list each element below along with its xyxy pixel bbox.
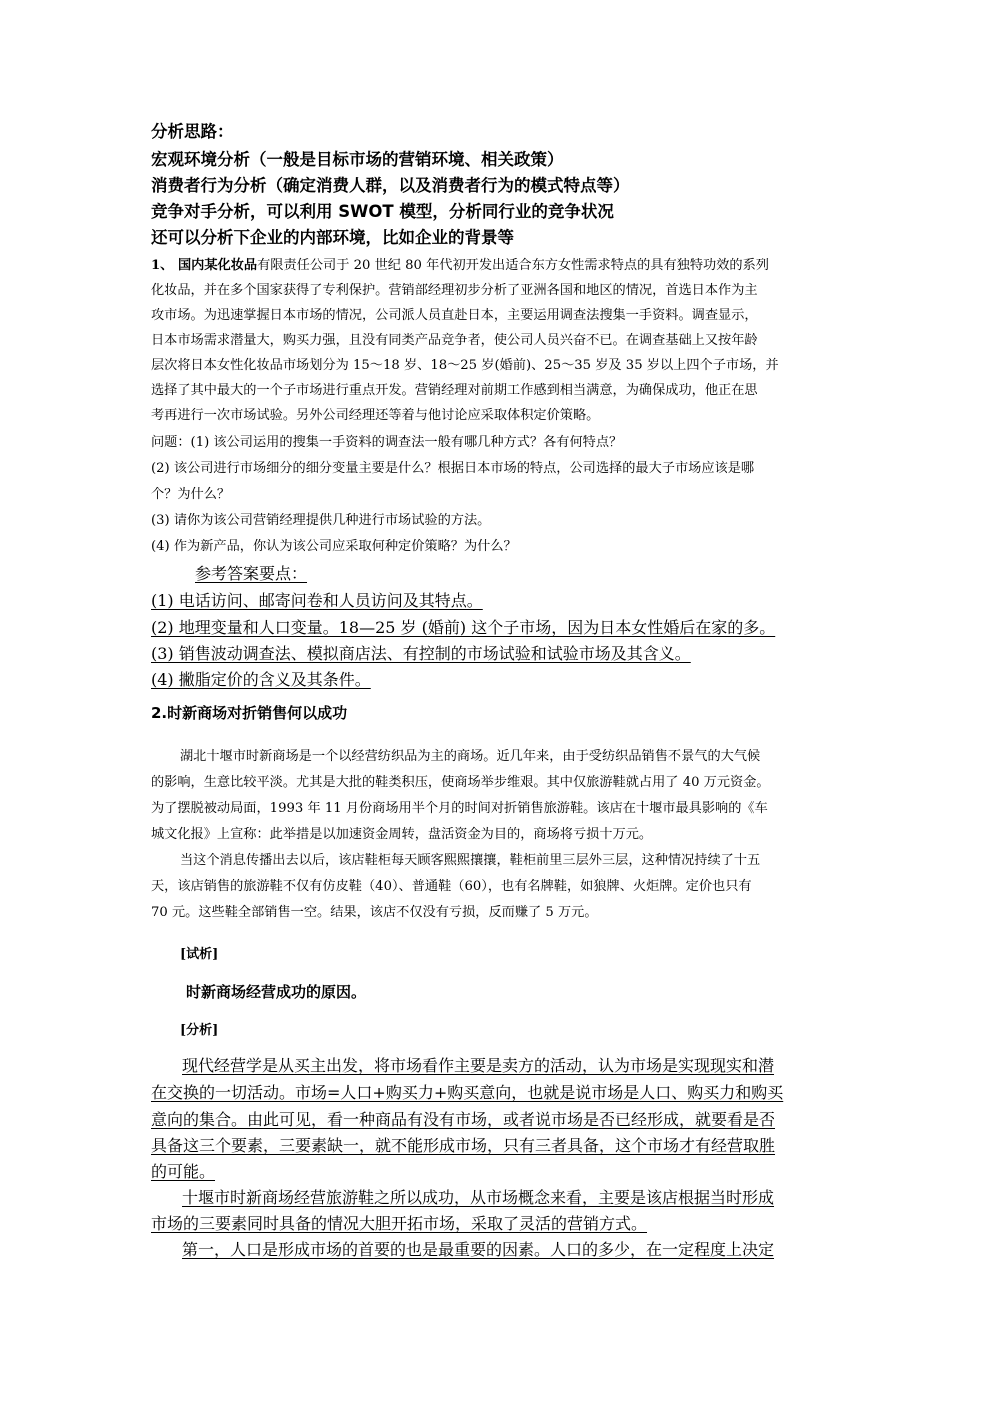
analysis-line: 意向的集合。由此可见，看一种商品有没有市场，或者说市场是否已经形成，就要看是否 bbox=[151, 1110, 776, 1129]
intro-line: 宏观环境分析（一般是目标市场的营销环境、相关政策） bbox=[151, 150, 564, 169]
analysis-line: 现代经营学是从买主出发，将市场看作主要是卖方的活动，认为市场是实现现实和潜 bbox=[182, 1056, 775, 1075]
case1-lead: 1、 国内某化妆品 bbox=[151, 258, 258, 273]
intro-line: 竞争对手分析，可以利用 SWOT 模型，分析同行业的竞争状况 bbox=[151, 202, 614, 221]
analysis-line: 十堰市时新商场经营旅游鞋之所以成功，从市场概念来看，主要是该店根据当时形成 bbox=[182, 1188, 775, 1207]
case2-text: 当这个消息传播出去以后，该店鞋柜每天顾客熙熙攘攘，鞋柜前里三层外三层，这种情况持续了十五 bbox=[180, 853, 761, 868]
case1-first-line bbox=[151, 259, 769, 272]
case1-question: (4) 作为新产品，你认为该公司应采取何种定价策略？为什么？ bbox=[151, 539, 517, 554]
analysis-line: 在交换的一切活动。市场=人口+购买力+购买意向，也就是说市场是人口、购买力和购买 bbox=[151, 1083, 784, 1102]
case2-text: 为了摆脱被动局面，1993 年 11 月份商场用半个月的时间对折销售旅游鞋。该店在十堰市最具影响的《车 bbox=[151, 801, 768, 816]
case1-text: 日本市场需求潜量大，购买力强，且没有同类产品竞争者，使公司人员兴奋不已。在调查基础上又按年龄 bbox=[151, 333, 758, 348]
case1-question: (2) 该公司进行市场细分的细分变量主要是什么？根据日本市场的特点，公司选择的最大子市场应该是哪 bbox=[151, 461, 755, 476]
case2-text: 70 元。这些鞋全部销售一空。结果，该店不仅没有亏损，反而赚了 5 万元。 bbox=[151, 905, 598, 920]
intro-title: 分析思路： bbox=[151, 122, 234, 141]
case2-text: 湖北十堰市时新商场是一个以经营纺织品为主的商场。近几年来，由于受纺织品销售不景气的大气候 bbox=[180, 749, 761, 764]
case2-text: 的影响，生意比较平淡。尤其是大批的鞋类积压，使商场举步维艰。其中仅旅游鞋就占用了 40 万元资金。 bbox=[151, 775, 770, 790]
case2-text: 天，该店销售的旅游鞋不仅有仿皮鞋（40）、普通鞋（60），也有名牌鞋，如狼牌、火炬牌。定价也只有 bbox=[151, 879, 752, 894]
case1-text: 攻市场。为迅速掌握日本市场的情况，公司派人员直赴日本，主要运用调查法搜集一手资料。调查显示， bbox=[151, 308, 758, 323]
analysis-label: [分析] bbox=[180, 1023, 219, 1038]
case1-text: 考再进行一次市场试验。另外公司经理还等着与他讨论应采取体积定价策略。 bbox=[151, 408, 600, 423]
case2-text: 城文化报》上宣称：此举措是以加速资金周转，盘活资金为目的，商场将亏损十万元。 bbox=[151, 827, 653, 842]
case1-question: 问题：(1) 该公司运用的搜集一手资料的调查法一般有哪几种方式？各有何特点？ bbox=[151, 435, 623, 450]
analysis-line: 的可能。 bbox=[151, 1162, 216, 1181]
answer-item: (4) 撇脂定价的含义及其条件。 bbox=[151, 670, 371, 689]
case1-text: 层次将日本女性化妆品市场划分为 15～18 岁、18～25 岁(婚前)、25～35 岁及 35 岁以上四个子市场，并 bbox=[151, 358, 779, 373]
answer-item: (1) 电话访问、邮寄问卷和人员访问及其特点。 bbox=[151, 591, 483, 610]
trial-label: [试析] bbox=[180, 947, 219, 962]
case1-text: 化妆品，并在多个国家获得了专利保护。营销部经理初步分析了亚洲各国和地区的情况，首选日本作为主 bbox=[151, 283, 758, 298]
case2-title: 2.时新商场对折销售何以成功 bbox=[151, 704, 348, 722]
analysis-line: 具备这三个要素，三要素缺一，就不能形成市场，只有三者具备，这个市场才有经营取胜 bbox=[151, 1136, 776, 1155]
case1-question: (3) 请你为该公司营销经理提供几种进行市场试验的方法。 bbox=[151, 513, 491, 528]
case1-text: 有限责任公司于 20 世纪 80 年代初开发出适合东方女性需求特点的具有独特功效的系列 bbox=[257, 258, 769, 273]
analysis-line: 第一，人口是形成市场的首要的也是最重要的因素。人口的多少，在一定程度上决定 bbox=[182, 1240, 775, 1259]
intro-line: 还可以分析下企业的内部环境，比如企业的背景等 bbox=[151, 228, 514, 247]
answer-item: (2) 地理变量和人口变量。18—25 岁 (婚前) 这个子市场，因为日本女性婚后在家的多。 bbox=[151, 618, 776, 637]
case1-text: 选择了其中最大的一个子市场进行重点开发。营销经理对前期工作感到相当满意，为确保成功，他正在思 bbox=[151, 383, 758, 398]
answer-item: (3) 销售波动调查法、模拟商店法、有控制的市场试验和试验市场及其含义。 bbox=[151, 644, 691, 663]
case1-question: 个？为什么？ bbox=[151, 487, 231, 502]
analysis-line: 市场的三要素同时具备的情况大胆开拓市场，采取了灵活的营销方式。 bbox=[151, 1214, 648, 1233]
trial-question: 时新商场经营成功的原因。 bbox=[186, 983, 367, 1001]
answer-title: 参考答案要点： bbox=[195, 564, 308, 583]
intro-line: 消费者行为分析（确定消费人群，以及消费者行为的模式特点等） bbox=[151, 176, 630, 195]
